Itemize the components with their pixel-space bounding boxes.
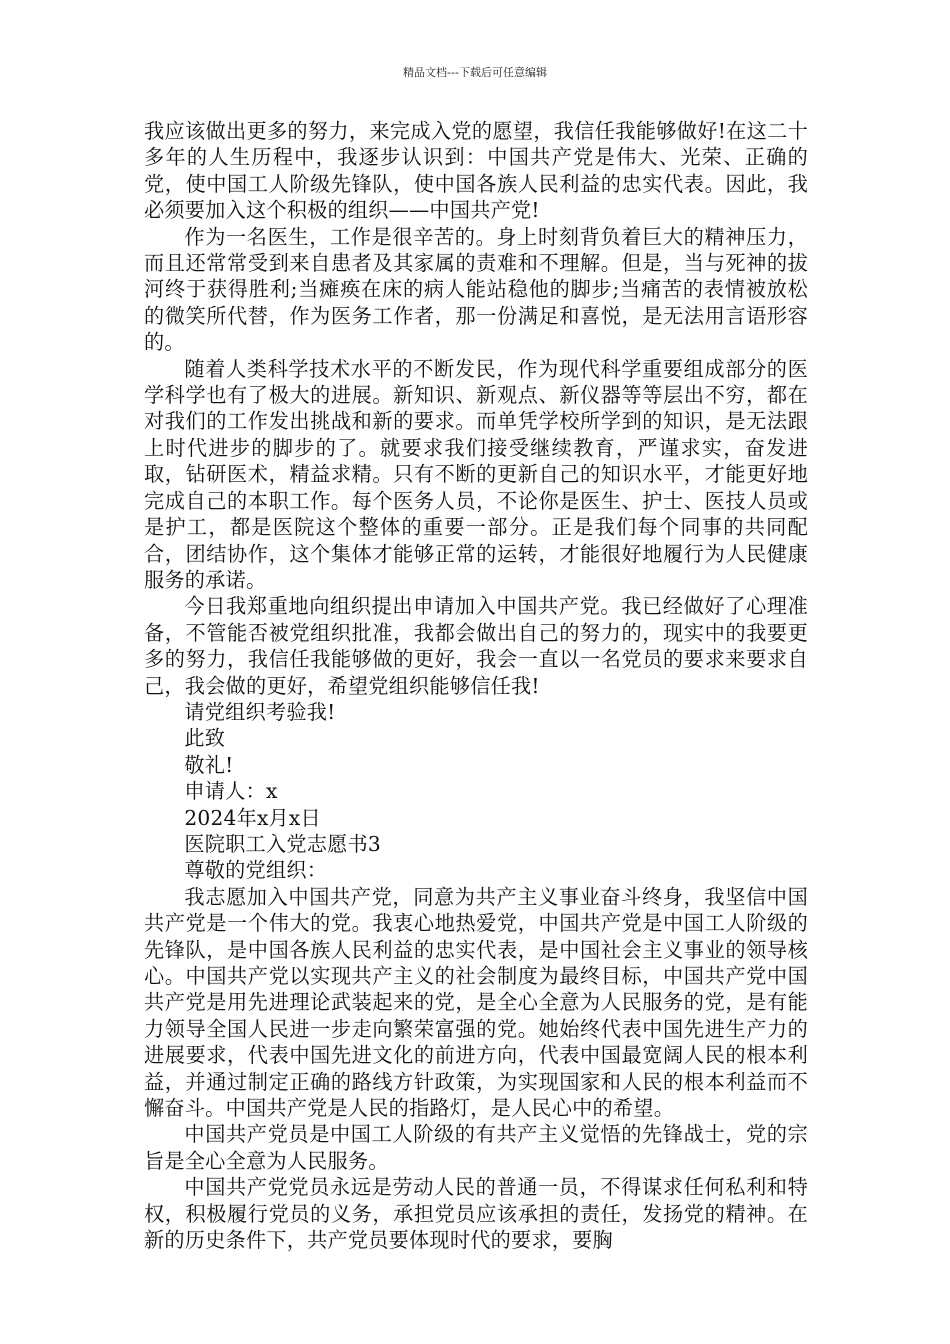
section-title: 医院职工入党志愿书3 — [184, 831, 381, 856]
paragraph-application: 今日我郑重地向组织提出申请加入中国共产党。我已经做好了心理准备，不管能否被党组织批准，我都会做出自己的努力的，现实中的我要更多的努力，我信任我能够做的更好，我会一直以一名党员的要求来要求自己，我会做的更好，希望党组织能够信任我! — [144, 594, 808, 698]
paragraph-volunteer: 我志愿加入中国共产党，同意为共产主义事业奋斗终身，我坚信中国共产党是一个伟大的党。我衷心地热爱党，中国共产党是中国工人阶级的先锋队，是中国各族人民利益的忠实代表，是中国社会主义事业的领导核心。中国共产党以实现共产主义的社会制度为最终目标，中国共产党中国共产党是用先进理论武装起来的党，是全心全意为人民服务的党，是有能力领导全国人民进一步走向繁荣富强的党。她始终代表中国先进生产力的进展要求，代表中国先进文化的前进方向，代表中国最宽阔人民的根本利益，并通过制定正确的路线方针政策，为实现国家和人民的根本利益而不懈奋斗。中国共产党是人民的指路灯，是人民心中的希望。 — [144, 884, 808, 1121]
line-greeting: 尊敬的党组织： — [184, 858, 328, 883]
paragraph-member-duty: 中国共产党党员永远是劳动人民的普通一员，不得谋求任何私利和特权，积极履行党员的义务，承担党员应该承担的责任，发扬党的精神。在新的历史条件下，共产党员要体现时代的要求，要胸 — [144, 1175, 808, 1253]
paragraph-party-member: 中国共产党员是中国工人阶级的有共产主义觉悟的先锋战士，党的宗旨是全心全意为人民服务。 — [144, 1122, 808, 1173]
line-test-me: 请党组织考验我! — [184, 699, 336, 724]
page-header: 精品文档---下载后可任意编辑 — [403, 66, 547, 79]
line-salutation-2: 敬礼! — [184, 752, 234, 777]
line-applicant: 申请人：x — [184, 779, 278, 804]
paragraph-doctor-work: 作为一名医生，工作是很辛苦的。身上时刻背负着巨大的精神压力，而且还常常受到来自患者及其家属的责难和不理解。但是，当与死神的拔河终于获得胜利;当瘫痪在床的病人能站稳他的脚步;当痛苦的表情被放松的微笑所代替，作为医务工作者，那一份满足和喜悦，是无法用言语形容的。 — [144, 224, 808, 355]
line-salutation-1: 此致 — [184, 726, 226, 751]
line-date: 2024年x月x日 — [184, 805, 321, 830]
paragraph-continuation: 我应该做出更多的努力，来完成入党的愿望，我信任我能够做好!在这二十多年的人生历程中，我逐步认识到：中国共产党是伟大、光荣、正确的党，使中国工人阶级先锋队，使中国各族人民利益的忠实代表。因此，我必须要加入这个积极的组织——中国共产党! — [144, 119, 808, 223]
paragraph-medical-science: 随着人类科学技术水平的不断发民，作为现代科学重要组成部分的医学科学也有了极大的进展。新知识、新观点、新仪器等等层出不穷，都在对我们的工作发出挑战和新的要求。而单凭学校所学到的知识，是无法跟上时代进步的脚步的了。就要求我们接受继续教育，严谨求实，奋发进取，钻研医术，精益求精。只有不断的更新自己的知识水平，才能更好地完成自己的本职工作。每个医务人员，不论你是医生、护士、医技人员或是护工，都是医院这个整体的重要一部分。正是我们每个同事的共同配合，团结协作，这个集体才能够正常的运转，才能很好地履行为人民健康服务的承诺。 — [144, 356, 808, 592]
document-body — [144, 118, 808, 1253]
